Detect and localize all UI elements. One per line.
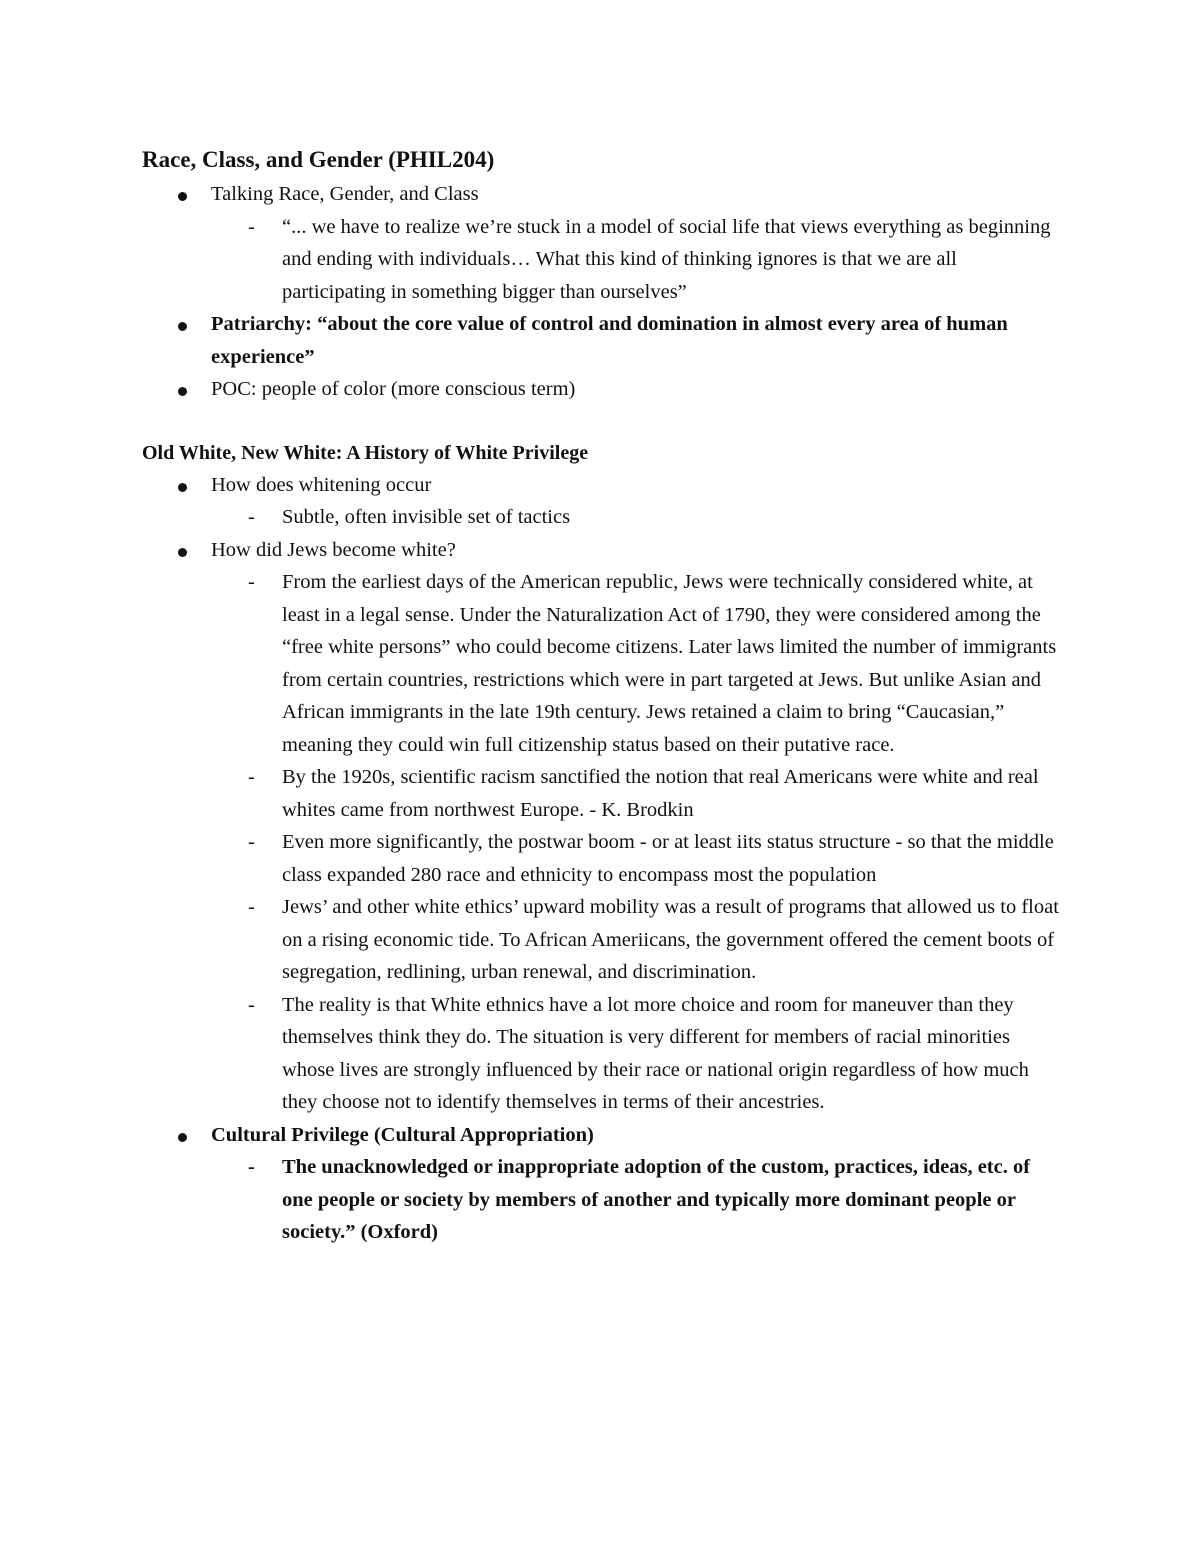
- document-content: [142, 142, 1062, 1249]
- bullet-text: How does whitening occur: [211, 473, 432, 496]
- sub-item-text: “... we have to realize we’re stuck in a model of social life that views everything as beginning and ending with individuals… What this kind of thinking ignores is that we are all participating in something bigger than ourselves”: [282, 215, 1051, 303]
- dash-icon: -: [248, 506, 255, 528]
- bullet-text: Talking Race, Gender, and Class: [211, 183, 479, 205]
- bullet-icon: [178, 483, 187, 492]
- dash-icon: -: [248, 571, 255, 593]
- bullet-item: [142, 373, 1062, 406]
- bullet-icon: [178, 387, 187, 396]
- dash-icon: -: [248, 896, 255, 918]
- dash-icon: -: [248, 766, 255, 788]
- section-2-list: [142, 469, 1062, 1249]
- sub-list: [142, 1151, 1062, 1249]
- dash-icon: -: [248, 215, 255, 238]
- section-heading: Old White, New White: A History of White Privilege: [142, 441, 589, 464]
- dash-icon: -: [248, 831, 255, 853]
- sub-item-text: By the 1920s, scientific racism sanctified the notion that real Americans were white and real whites came from northwest Europe. - K. Brodkin: [282, 766, 1039, 821]
- section-spacer: [142, 406, 1062, 437]
- bullet-icon: [178, 1133, 187, 1142]
- dash-icon: -: [248, 1156, 255, 1178]
- bullet-item: [142, 469, 1062, 534]
- sub-item-text: Even more significantly, the postwar boom - or at least iits status structure - so that the middle class expanded 280 race and ethnicity to encompass most the population: [282, 831, 1054, 886]
- sub-item: [248, 761, 1062, 826]
- sub-item: [248, 891, 1062, 989]
- dash-icon: -: [248, 993, 255, 1016]
- sub-list: [142, 566, 1062, 1119]
- sub-list: [142, 501, 1062, 534]
- sub-item-text: Jews’ and other white ethics’ upward mobility was a result of programs that allowed us to float on a rising economic tide. To African Ameriicans, the government offered the cement boots of segregation, redlining, urban renewal, and discrimination.: [282, 896, 1059, 983]
- bullet-icon: [178, 192, 187, 201]
- sub-item: [248, 501, 1062, 534]
- document-title: Race, Class, and Gender (PHIL204): [142, 147, 495, 172]
- sub-item-text: The reality is that White ethnics have a lot more choice and room for maneuver than they themselves think they do. The situation is very different for members of racial minorities whose lives are strongly influenced by their race or national origin regardless of how much they choose not to identify themselves in terms of their ancestries.: [282, 993, 1029, 1113]
- bullet-item: [142, 534, 1062, 1119]
- sub-item-text: The unacknowledged or inappropriate adoption of the custom, practices, ideas, etc. of one people or society by members of another and typically more dominant people or society.” (Oxford): [282, 1156, 1031, 1243]
- sub-item: [248, 826, 1062, 891]
- bullet-text: POC: people of color (more conscious term): [211, 378, 576, 400]
- bullet-icon: [178, 322, 187, 331]
- sub-item: [248, 566, 1062, 761]
- sub-list: [142, 211, 1062, 309]
- sub-item: [248, 211, 1062, 309]
- sub-item: [248, 1151, 1062, 1249]
- bullet-item: [142, 178, 1062, 308]
- sub-item-text: Subtle, often invisible set of tactics: [282, 506, 571, 528]
- sub-item-text: From the earliest days of the American republic, Jews were technically considered white, at least in a legal sense. Under the Naturalization Act of 1790, they were considered among the “free white persons” who could become citizens. Later laws limited the number of immigrants from certain countries, restrictions which were in part targeted at Jews. But unlike Asian and African immigrants in the late 19th century. Jews retained a claim to bring “Caucasian,” meaning they could win full citizenship status based on their putative race.: [282, 571, 1057, 756]
- bullet-text: Patriarchy: “about the core value of control and domination in almost every area of human experience”: [211, 313, 1008, 368]
- sub-item: [248, 989, 1062, 1119]
- bullet-text: How did Jews become white?: [211, 538, 456, 561]
- section-1-list: [142, 178, 1062, 406]
- bullet-item: [142, 1119, 1062, 1249]
- bullet-item: [142, 308, 1062, 373]
- bullet-icon: [178, 548, 187, 557]
- bullet-text: Cultural Privilege (Cultural Appropriation): [211, 1123, 594, 1146]
